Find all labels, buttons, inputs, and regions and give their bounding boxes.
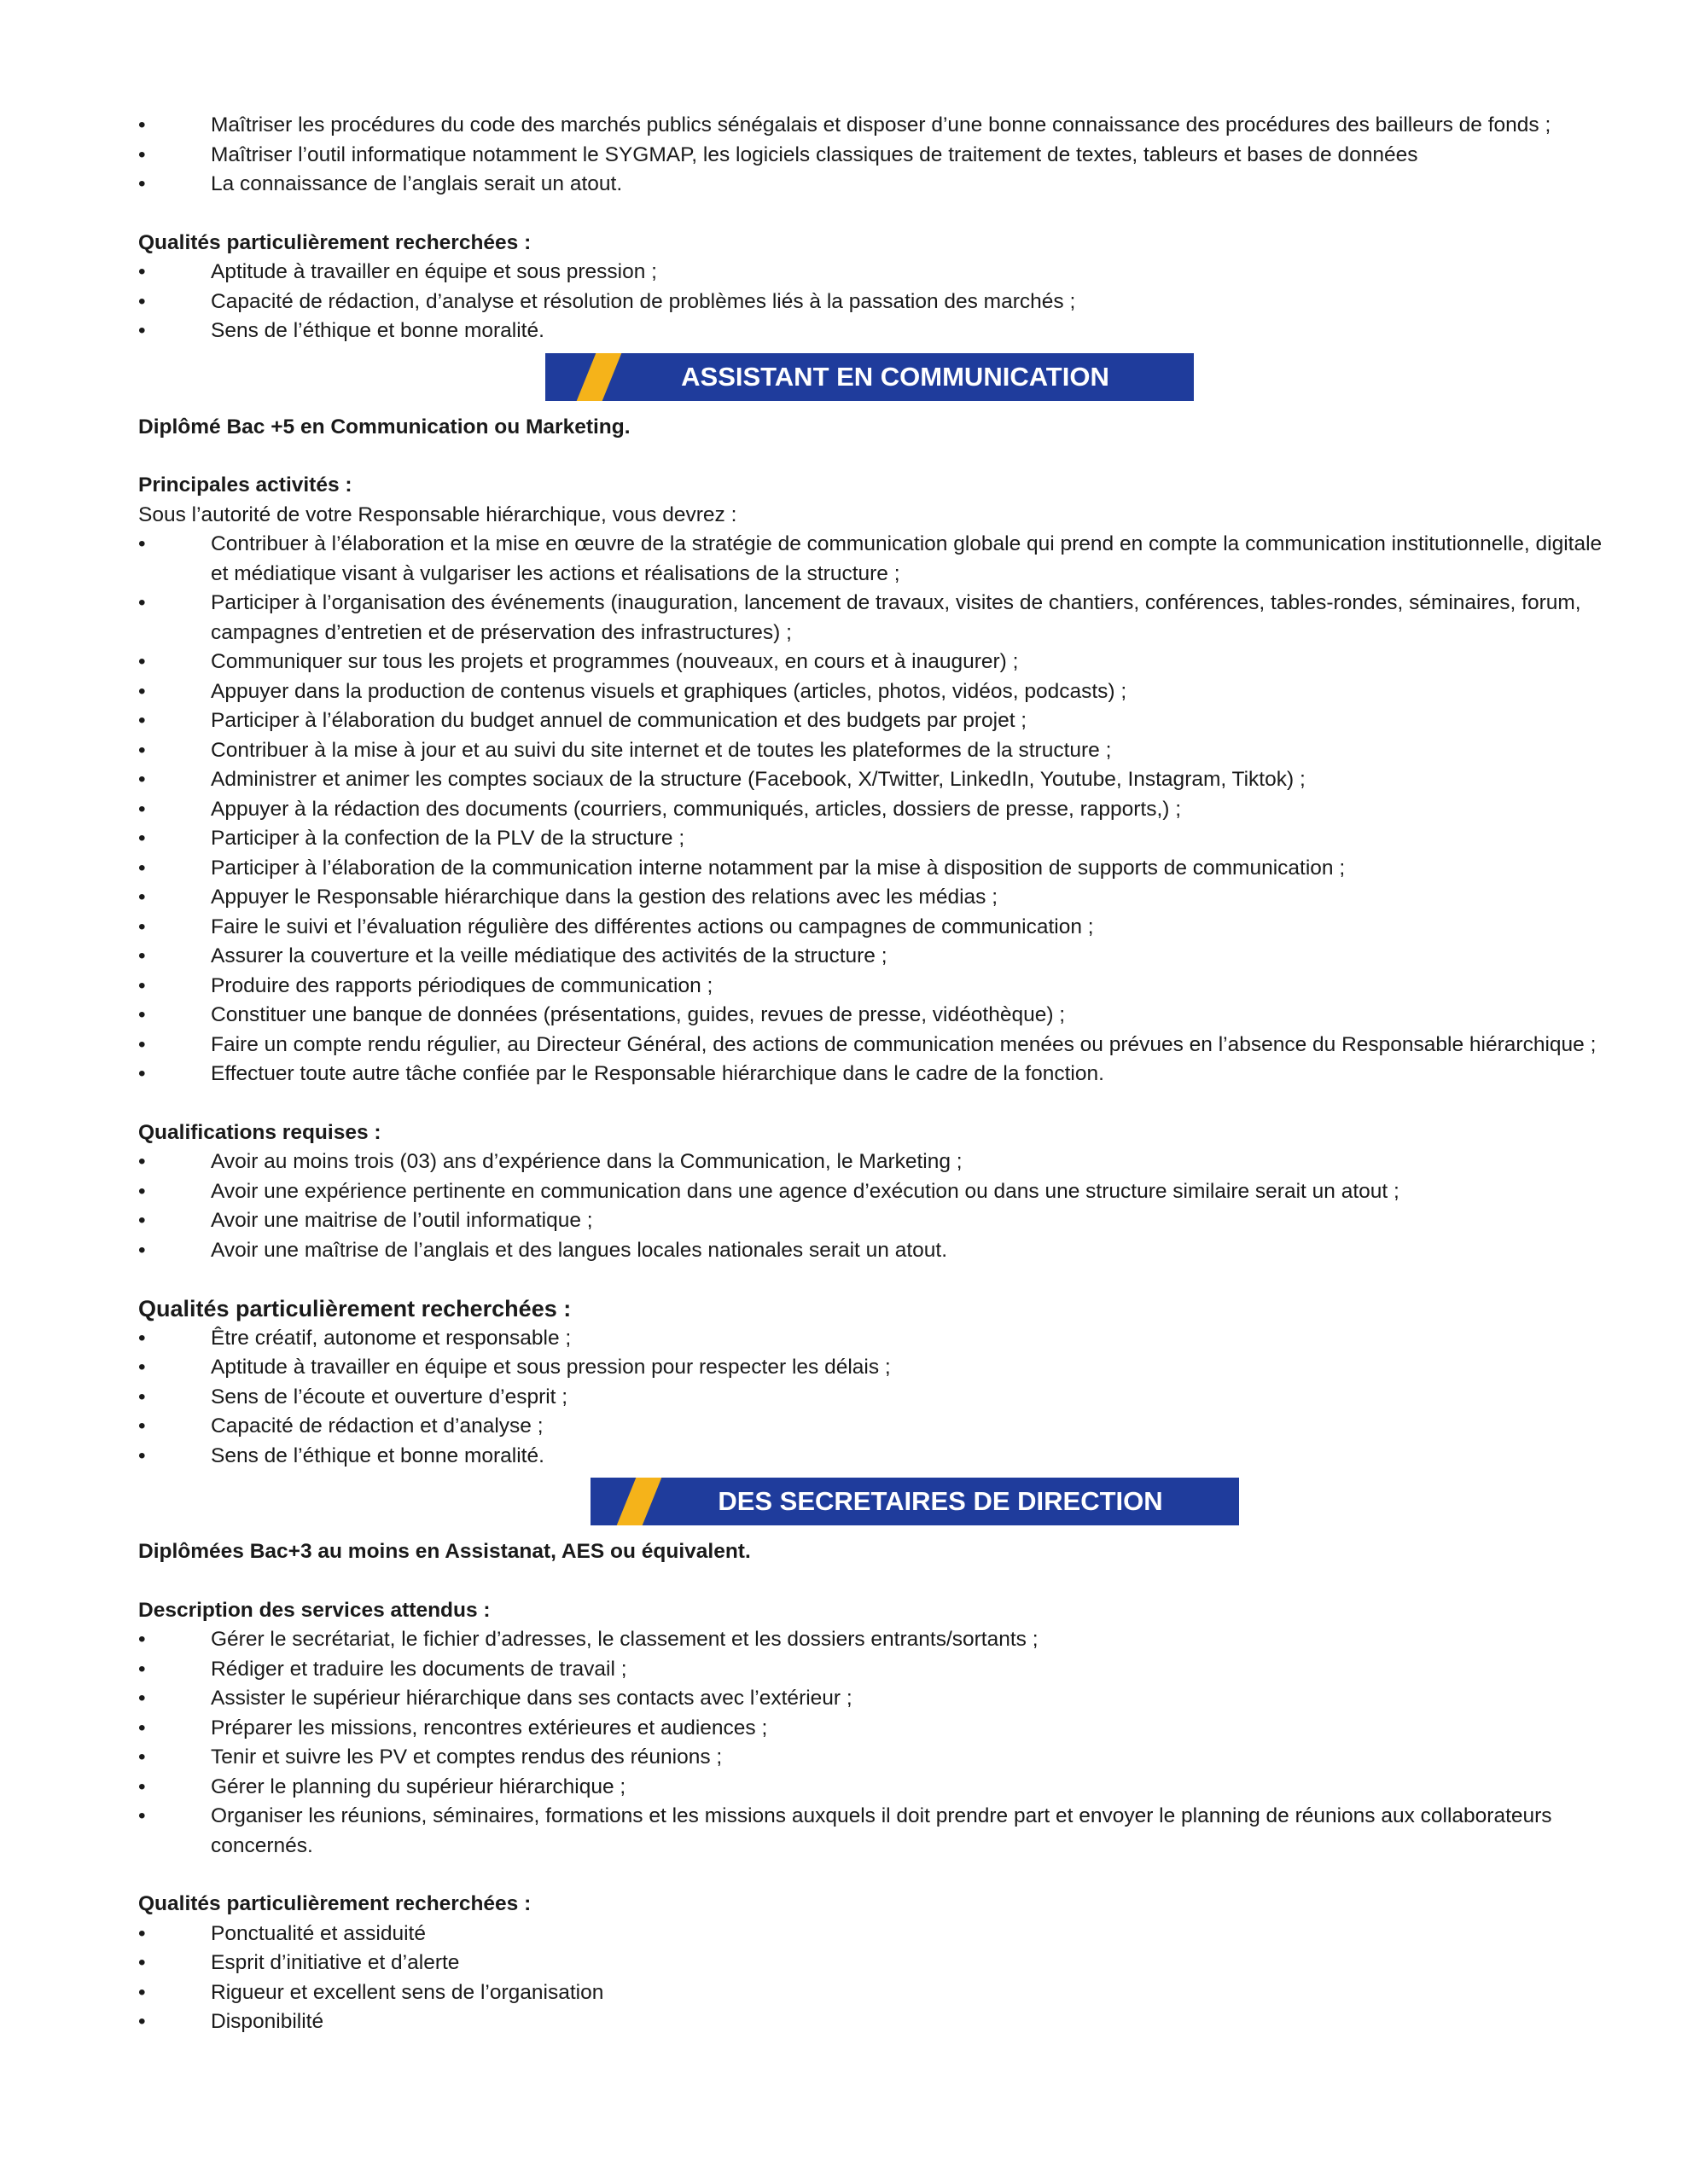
list-item: • Assister le supérieur hiérarchique dans ses contacts avec l’extérieur ; — [138, 1684, 1623, 1714]
banner-assistant-communication — [545, 353, 1194, 401]
list-item: • Sens de l’éthique et bonne moralité. — [138, 1442, 1623, 1472]
list-item: • Être créatif, autonome et responsable ; — [138, 1324, 1623, 1354]
list-item: • Avoir une expérience pertinente en communication dans une agence d’exécution ou dans une structure similaire serait un atout ; — [138, 1177, 1623, 1207]
list-item: • Rédiger et traduire les documents de travail ; — [138, 1655, 1623, 1685]
list-item: • Effectuer toute autre tâche confiée par le Responsable hiérarchique dans le cadre de la fonction. — [138, 1060, 1623, 1089]
qualites-list — [138, 258, 1623, 346]
activites-list — [138, 530, 1623, 1089]
list-item: • Participer à l’élaboration du budget annuel de communication et des budgets par projet ; — [138, 706, 1623, 736]
banner-title: ASSISTANT EN COMMUNICATION — [681, 361, 1109, 392]
list-item: • Faire le suivi et l’évaluation régulière des différentes actions ou campagnes de communication ; — [138, 913, 1623, 943]
section-heading: Description des services attendus : — [138, 1598, 491, 1622]
list-item: • Appuyer à la rédaction des documents (courriers, communiqués, articles, dossiers de presse, rapports,) ; — [138, 795, 1623, 825]
section-intro: Sous l’autorité de votre Responsable hiérarchique, vous devrez : — [138, 502, 737, 526]
list-item: • Disponibilité — [138, 2007, 1623, 2037]
services-list — [138, 1625, 1623, 1861]
list-item: • Esprit d’initiative et d’alerte — [138, 1949, 1623, 1978]
section-heading: Qualités particulièrement recherchées : — [138, 1892, 532, 1915]
qualites-list — [138, 1324, 1623, 1472]
list-item: • Sens de l’écoute et ouverture d’esprit ; — [138, 1383, 1623, 1413]
list-item: • Avoir une maîtrise de l’anglais et des langues locales nationales serait un atout. — [138, 1236, 1623, 1266]
list-item: • Contribuer à l’élaboration et la mise en œuvre de la stratégie de communication globale qui prend en compte la communication institutionnelle, digitale et médiatique visant à vulgariser les actions et réalisations de la structure ; — [138, 530, 1623, 589]
list-item: • Appuyer le Responsable hiérarchique dans la gestion des relations avec les médias ; — [138, 883, 1623, 913]
list-item: • Aptitude à travailler en équipe et sous pression pour respecter les délais ; — [138, 1353, 1623, 1383]
list-item: • Maîtriser les procédures du code des marchés publics sénégalais et disposer d’une bonne connaissance des procédures des bailleurs de fonds ; — [138, 111, 1623, 141]
banner-secretaires-direction — [591, 1478, 1239, 1525]
list-item: • Contribuer à la mise à jour et au suivi du site internet et de toutes les plateformes de la structure ; — [138, 736, 1623, 766]
list-item: • Préparer les missions, rencontres extérieures et audiences ; — [138, 1714, 1623, 1744]
banner-title: DES SECRETAIRES DE DIRECTION — [718, 1486, 1163, 1516]
qualites-list — [138, 1920, 1623, 2037]
list-item: • Participer à l’organisation des événements (inauguration, lancement de travaux, visites de chantiers, conférences, tables-rondes, séminaires, forum, campagnes d’entretien et de préservation des infrastructures) ; — [138, 589, 1623, 648]
list-item: • La connaissance de l’anglais serait un atout. — [138, 170, 1623, 200]
qualifications-list — [138, 1147, 1623, 1265]
list-item: • Constituer une banque de données (présentations, guides, revues de presse, vidéothèque) ; — [138, 1001, 1623, 1031]
list-item: • Ponctualité et assiduité — [138, 1920, 1623, 1949]
list-item: • Gérer le secrétariat, le fichier d’adresses, le classement et les dossiers entrants/sortants ; — [138, 1625, 1623, 1655]
section-heading: Qualités particulièrement recherchées : — [138, 1296, 572, 1321]
list-item: • Faire un compte rendu régulier, au Directeur Général, des actions de communication menées ou prévues en l’absence du Responsable hiérarchique ; — [138, 1031, 1623, 1060]
list-item: • Gérer le planning du supérieur hiérarchique ; — [138, 1773, 1623, 1803]
list-item: • Appuyer dans la production de contenus visuels et graphiques (articles, photos, vidéos, podcasts) ; — [138, 677, 1623, 707]
list-item: • Produire des rapports périodiques de communication ; — [138, 972, 1623, 1002]
list-item: • Avoir au moins trois (03) ans d’expérience dans la Communication, le Marketing ; — [138, 1147, 1623, 1177]
section-heading: Principales activités : — [138, 473, 352, 497]
list-item: • Tenir et suivre les PV et comptes rendus des réunions ; — [138, 1743, 1623, 1773]
list-item: • Organiser les réunions, séminaires, formations et les missions auxquels il doit prendre part et envoyer le planning de réunions aux collaborateurs concernés. — [138, 1802, 1623, 1861]
list-item: • Maîtriser l’outil informatique notamment le SYGMAP, les logiciels classiques de traitement de textes, tableurs et bases de données — [138, 141, 1623, 171]
list-item: • Assurer la couverture et la veille médiatique des activités de la structure ; — [138, 942, 1623, 972]
list-item: • Capacité de rédaction, d’analyse et résolution de problèmes liés à la passation des marchés ; — [138, 288, 1623, 317]
list-item: • Administrer et animer les comptes sociaux de la structure (Facebook, X/Twitter, LinkedIn, Youtube, Instagram, Tiktok) ; — [138, 765, 1623, 795]
marches-requirements-list — [138, 111, 1623, 200]
list-item: • Sens de l’éthique et bonne moralité. — [138, 317, 1623, 346]
section-heading: Qualifications requises : — [138, 1120, 381, 1144]
diplome-requirement: Diplômé Bac +5 en Communication ou Marketing. — [138, 415, 631, 439]
diplome-requirement: Diplômées Bac+3 au moins en Assistanat, AES ou équivalent. — [138, 1540, 751, 1563]
list-item: • Capacité de rédaction et d’analyse ; — [138, 1412, 1623, 1442]
list-item: • Participer à la confection de la PLV de la structure ; — [138, 824, 1623, 854]
list-item: • Participer à l’élaboration de la communication interne notamment par la mise à disposition de supports de communication ; — [138, 854, 1623, 884]
section-heading: Qualités particulièrement recherchées : — [138, 230, 532, 254]
list-item: • Avoir une maitrise de l’outil informatique ; — [138, 1206, 1623, 1236]
list-item: • Aptitude à travailler en équipe et sous pression ; — [138, 258, 1623, 288]
list-item: • Rigueur et excellent sens de l’organisation — [138, 1978, 1623, 2008]
list-item: • Communiquer sur tous les projets et programmes (nouveaux, en cours et à inaugurer) ; — [138, 648, 1623, 677]
